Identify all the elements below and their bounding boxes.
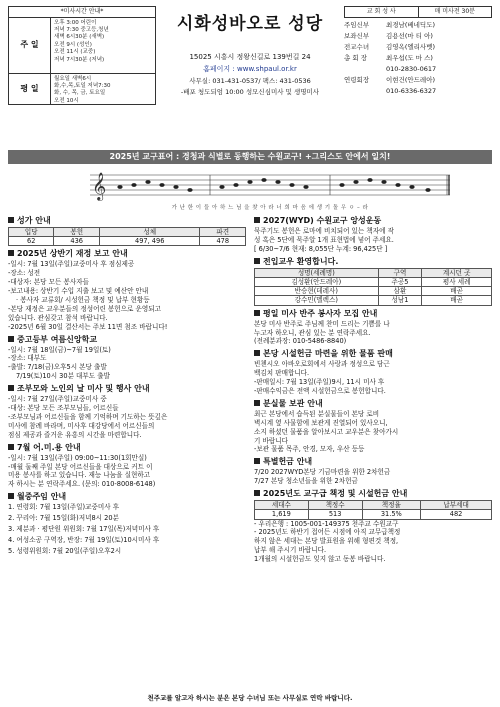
section-title-text: 7월 어.미.용 안내 (17, 442, 81, 452)
table-cell: 주공5 (378, 277, 422, 286)
table-row (9, 228, 246, 237)
mass-time-table (8, 6, 156, 105)
table-header: 성명(세례명) (255, 268, 379, 277)
notice-line: -보고내용: 상반기 수입 지출 보고 및 예산안 안내 (8, 287, 149, 296)
notice-line: -조부모님과 어르신들을 함께 기억하며 기도하는 뜻깊은 (8, 412, 168, 421)
notice-line: 점심 제공과 즐거운 유흥의 시간을 마련합니다. (8, 430, 142, 439)
staff-name: 김용선(마 티 아) (386, 31, 433, 40)
section-title-text: 평일 미사 반주 봉사자 모집 안내 (263, 308, 378, 318)
notice-line: -2025년 6월 30일 결산서는 주보 11면 첨조 바랍니다! (8, 322, 168, 331)
mass-caption: *미사시간 안내* (9, 7, 155, 18)
notice-line: -장소: 성전 (8, 269, 41, 278)
notice-line: 기 바랍니다 (254, 436, 288, 445)
section-title (8, 443, 246, 453)
staff-caption-left: 교 회 성 사 (345, 7, 419, 17)
notice-line: -판매수익금은 전액 시설헌금으로 봉헌합니다. (254, 386, 386, 395)
section-title (254, 257, 492, 267)
notice-line: 7/20 2027WYD본당 기금마련을 위한 2차헌금 (254, 468, 391, 477)
table-row (255, 510, 492, 519)
hymn-lyric: 가 난 한 이 들 아 하 느 님 을 찾 아 라 너 희 마 음 에 생 기 돌 우 ㅇ – 라 (171, 205, 369, 211)
parish-info (160, 52, 340, 98)
section-title (254, 457, 492, 467)
meeting-list (8, 503, 246, 555)
list-item: 1. 연령회: 7월 13일(주일)교중미사 후 (8, 503, 120, 512)
section-title (8, 249, 246, 259)
notice-line: 소지 하셨던 물품을 알아보시고 교우분은 찾아가시 (254, 427, 399, 436)
square-bullet-icon (254, 490, 260, 496)
notice-line: -일시: 7월 13일(주일) 09:00~11:30(1회만실) (8, 453, 147, 462)
table-cell: 강수민(멜렉스) (255, 296, 379, 305)
mass-day-label: 주 일 (20, 40, 39, 49)
notice-line: 누고자 하오니, 관심 있는 분 연락주세요. (254, 328, 371, 337)
mass-day-weekday (9, 74, 51, 104)
table-header: 책정수 (308, 501, 362, 510)
notice-line: 묵주기도 봉헌은 로마에 비치되어 있는 책자에 작 (254, 227, 394, 235)
staff-line (344, 21, 492, 29)
notice-line: 7/19(토)10시 30분 대부도 출발 (16, 372, 110, 381)
table-cell: 482 (421, 510, 492, 519)
mass-time: 오전 11시 (교중) (54, 49, 96, 56)
notice-line: -대상자: 본당 모든 봉사자들 (8, 278, 89, 287)
section-title (254, 399, 492, 409)
table-row (255, 268, 492, 277)
notice-line: 백김치 판매합니다. (254, 369, 310, 378)
music-staff-icon (90, 167, 450, 203)
diocese-levy-table (254, 500, 492, 519)
staff-phone-line (344, 65, 492, 73)
square-bullet-icon (254, 350, 260, 356)
notice-line: -보관 물품 목주, 안경, 모자, 우산 등등 (254, 445, 365, 454)
staff-role: 총 회 장 (344, 53, 367, 62)
section-title-text: 조부모와 노인의 날 미사 및 행사 안내 (17, 384, 150, 394)
notice-line: -일시: 7월 13일(주일)교중미사 후 점심제공 (8, 260, 135, 269)
notice-line: -본당 재정은 교우분들의 정성어린 봉헌으로 운영되고 (8, 304, 161, 313)
square-bullet-icon (8, 385, 14, 391)
staff-name: 김영옥(엘리사벳) (386, 42, 436, 51)
staff-role: 보좌신부 (344, 31, 370, 40)
table-header: 계시던 곳 (422, 268, 492, 277)
parish-note: -배포 청도되엄 10:00 성모신심미사 및 생명미사 (180, 87, 320, 96)
parish-homepage[interactable]: 홈페이지 : www.shpaul.or.kr (203, 64, 297, 73)
section-title (8, 335, 246, 345)
table-cell: 31.5% (362, 510, 421, 519)
left-column (8, 213, 246, 558)
notice-line: (전례분과장: 010-5486-8840) (254, 337, 347, 346)
staff-line (344, 43, 492, 51)
table-header: 세대수 (255, 501, 309, 510)
staff-caption-right: 매 미사전 30분 (434, 8, 475, 15)
notice-line: 미용 봉사를 하고 있습니다. 재능 나눔을 실현하고 (8, 471, 151, 480)
notice-line: -판매일시: 7월 13일(주일)9시, 11시 미사 후 (254, 378, 385, 387)
square-bullet-icon (254, 400, 260, 406)
table-cell: 평사 세례 (422, 277, 492, 286)
mass-time: 화, 수, 목, 금, 토요일 (54, 90, 106, 97)
notice-line: - 2025년도 하반기 접어든 시점에 아직 교무급책정 (254, 528, 401, 537)
notice-line: 하지 않은 세대는 본당 발표원을 위해 형편것 책정, (254, 537, 399, 546)
section-title (8, 216, 246, 226)
square-bullet-icon (254, 310, 260, 316)
square-bullet-icon (8, 250, 14, 256)
table-cell: 배곧 (422, 296, 492, 305)
list-item: 2. 꾸리아: 7월 15일(화)저녁8시 20분 (8, 514, 119, 523)
table-cell: 436 (54, 237, 99, 246)
mass-row-sunday (9, 18, 155, 74)
right-column (254, 213, 492, 564)
section-title-text: 전입교우 환영합니다. (263, 256, 339, 266)
section-title-text: 성가 안내 (17, 216, 51, 225)
notice-line: [ 6/30~7/6 현재: 8,055단 누계: 96,425단 ] (254, 244, 388, 253)
spacer (344, 87, 386, 95)
mass-time: 월요일 새벽6시 (54, 75, 92, 82)
notice-line: 미사에 참례 바라며, 미사후 대강당에서 어르신들의 (8, 421, 155, 430)
table-header: 봉헌 (54, 228, 99, 237)
table-cell: 513 (308, 510, 362, 519)
staff-name: 이현건(안드레아) (386, 76, 436, 85)
notice-line: -대상: 본당 모든 조부모님들, 어르신들 (8, 404, 119, 413)
mass-time: 오전 10시 (54, 97, 79, 104)
spacer (344, 65, 386, 73)
table-row (255, 296, 492, 305)
notice-line: 7/27 본당 청소년들을 위한 2차헌금 (254, 477, 358, 486)
staff-role: 연령회장 (344, 76, 370, 85)
table-row (255, 287, 492, 296)
section-title-text: 특별헌금 안내 (263, 457, 313, 467)
mass-time: 새벽 6시30분 (새벽) (54, 34, 105, 41)
list-item: 5. 성령위원회: 7월 20일(주일)오후2시 (8, 546, 122, 555)
staff-role: 주임신부 (344, 20, 370, 29)
notice-line: 벽시계 옆 사물함에 보관게 진열되어 있사오니, (254, 418, 388, 427)
table-header: 구역 (378, 268, 422, 277)
svg-text:𝄞: 𝄞 (92, 172, 107, 200)
staff-phone: 010-2830-0617 (386, 65, 437, 73)
section-title (254, 489, 492, 499)
staff-line (344, 76, 492, 84)
table-row (255, 277, 492, 286)
table-cell: 62 (9, 237, 54, 246)
table-cell: 1,619 (255, 510, 309, 519)
square-bullet-icon (8, 336, 14, 342)
table-cell: 김성환(안드레아) (255, 277, 379, 286)
section-title (8, 384, 246, 394)
notice-line: 빈첸시오 아바오로회에서 사랑과 정성으로 담근 (254, 360, 390, 369)
square-bullet-icon (254, 458, 260, 464)
table-row (255, 501, 492, 510)
mass-time: 화,수,목,토일 저녁7:30 (54, 82, 111, 89)
table-cell: 478 (200, 237, 246, 246)
notice-line: 본당 미사 반주로 주님께 찬미 드리는 기쁨를 나 (254, 319, 390, 328)
notice-line: - 우리은행 : 1005-001-149375 천주교 수원교구 (254, 519, 399, 528)
parish-phones: 사무실: 031-431-0537/ 팩스: 431-0536 (189, 76, 311, 85)
parish-name: 시화성바오로 성당 (176, 14, 324, 34)
table-cell: 삼환 (378, 287, 422, 296)
section-title (254, 349, 492, 359)
notice-line: 최근 본당에서 습득된 분실물들이 본당 로비 (254, 409, 380, 418)
staff-name: 최경남(베네딕도) (386, 20, 436, 29)
section-title (8, 492, 246, 502)
notice-line: 있습니다. 관심갖고 참석 바랍니다. (8, 313, 108, 322)
mass-day-label: 평 일 (20, 83, 39, 93)
square-bullet-icon (8, 217, 14, 223)
mass-times-weekday (51, 74, 155, 104)
mass-day-sunday (9, 18, 51, 73)
newcomers-table (254, 268, 492, 306)
staff-phone: 010-6336-6327 (386, 87, 437, 96)
table-header: 책정율 (362, 501, 421, 510)
notice-line: -일시: 7월 27일(주일)교중미사 중 (8, 395, 107, 404)
section-title-text: 2025년 상반기 재정 보고 안내 (17, 249, 128, 259)
staff-box (344, 6, 492, 95)
staff-role: 전교수녀 (344, 42, 370, 51)
hymn-table (8, 227, 246, 246)
parish-address: 15025 시흥시 정왕신길로 139번길 24 (189, 53, 311, 61)
square-bullet-icon (8, 444, 14, 450)
section-title-text: 중고등부 여름신앙학교 (17, 334, 98, 344)
square-bullet-icon (254, 217, 260, 223)
table-cell: 반승현(데레사) (255, 287, 379, 296)
section-title-text: 본당 시설헌금 마련을 위한 물품 판매 (263, 349, 393, 359)
footer-note: 천주교를 알고자 하시는 분은 본당 수녀님 또는 사무실로 연락 바랍니다. (147, 694, 353, 702)
mass-time: 오후 3:00 어린이 (54, 19, 97, 26)
notice-line: 납부 해 주시기 바랍니다. (254, 546, 327, 555)
staff-line (344, 54, 492, 62)
table-cell: 성남1 (378, 296, 422, 305)
square-bullet-icon (254, 258, 260, 264)
staff-name: 최우섭(도 마 스) (386, 53, 433, 62)
section-title (254, 309, 492, 319)
section-title-text: 월중주임 안내 (17, 492, 67, 502)
mass-time: 저녁 7시30분 (저녁) (54, 56, 105, 63)
section-title-text: 분실물 보관 안내 (263, 398, 323, 408)
mass-row-weekday (9, 74, 155, 104)
list-item: 3. 제분과 · 평단원 위원회: 7월 17일(목)저녁미사 후 (8, 524, 160, 533)
mass-times-sunday (51, 18, 155, 73)
square-bullet-icon (8, 493, 14, 499)
notice-line: · 봉사자 교류회/ 시성헌금 책정 및 납부 현황등 (16, 296, 150, 305)
staff-line (344, 32, 492, 40)
mass-time: 저녁 7:30 중고등,청년 (54, 26, 109, 33)
notice-line: -출발: 7/18(금)오후5시 본당 출발 (8, 363, 107, 372)
diocese-motto-banner: 2025년 교구표어 : 경청과 식별로 동행하는 수원교구! +그리스도 안에서 일치! (8, 150, 492, 164)
list-item: 4. 여성소공 구역장, 반장: 7월 19일(토)10시미사 후 (8, 535, 160, 544)
notice-line: 자 하시는 분 연락주세요. (문의: 010-8008-6148) (8, 480, 156, 489)
section-title-text: 2027(WYD) 수원교구 앙성운동 (263, 216, 382, 225)
table-header: 성체 (99, 228, 200, 237)
table-cell: 배곧 (422, 287, 492, 296)
parish-title (160, 14, 340, 35)
section-title (254, 216, 492, 226)
staff-phone-line (344, 87, 492, 95)
table-header: 입당 (9, 228, 54, 237)
staff-caption (344, 6, 492, 18)
notice-line: -일시: 7월 18일(금)~7월 19일(토) (8, 345, 111, 354)
notice-line: -매월 둘째 주일 본당 어르신들을 대상으로 커트 이 (8, 462, 153, 471)
table-row (9, 237, 246, 246)
mass-time: 오전 9시 (성인) (54, 41, 92, 48)
table-header: 납부세대 (421, 501, 492, 510)
notice-line: 성 혹은 5단에 묵주알 1개 표현법에 넣어 주세요. (254, 235, 394, 244)
section-title-text: 2025년도 교구급 책정 및 시설헌금 안내 (263, 489, 408, 499)
table-cell: 497, 496 (99, 237, 200, 246)
table-header: 파견 (200, 228, 246, 237)
notice-line: 1개월의 시설헌금도 잊지 않고 동봉 바랍니다. (254, 555, 386, 564)
notice-line: -장소: 대부도 (8, 354, 47, 363)
